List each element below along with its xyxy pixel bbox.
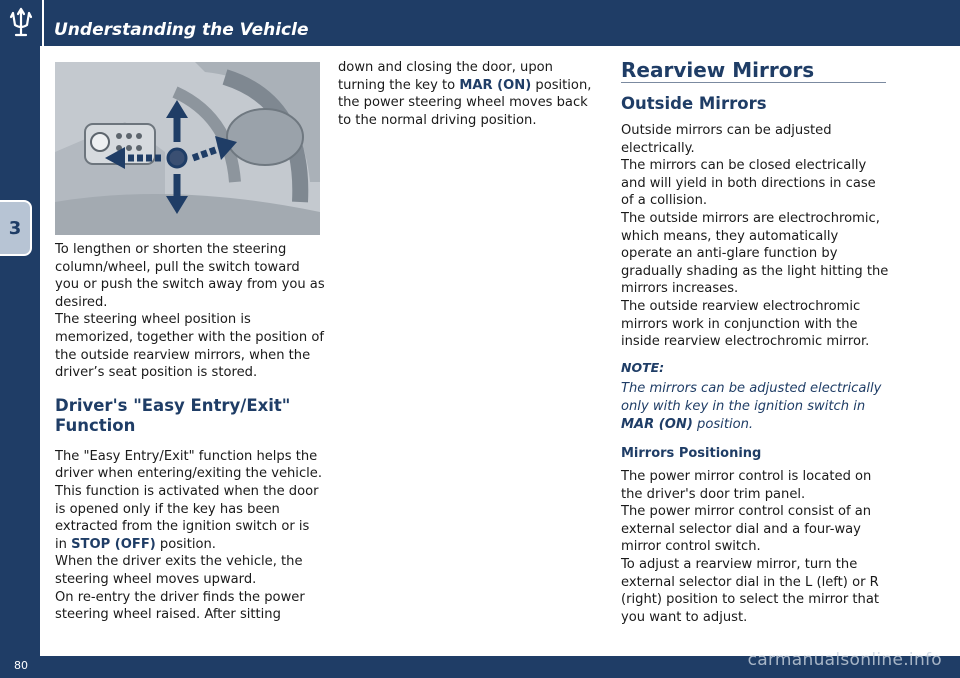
right-para-1: Outside mirrors can be adjusted electrically. [621,123,832,156]
brand-logo [0,0,44,46]
middle-para-pre: down and closing the door, upon turning the key to [338,60,553,93]
right-para-5: The power mirror control is located on the driver's door trim panel. [621,469,872,502]
left-para-4-pre: This function is activated when the door is opened only if the key has been extracted from the ignition switch or is in [55,483,319,552]
note-text [621,380,891,433]
stop-off-label: STOP (OFF) [71,536,156,552]
right-para-4: The outside rearview electrochromic mirrors work in conjunction with the inside rearview electrochromic mirror. [621,298,870,350]
easy-entry-heading: Driver's "Easy Entry/Exit" Function [55,395,291,435]
outside-mirrors-subtitle: Outside Mirrors [621,94,767,113]
chapter-tab [0,200,32,256]
header-title: Understanding the Vehicle [54,20,309,40]
left-para-4-post: position. [155,536,216,552]
middle-para [338,59,600,129]
note-label: NOTE: [621,359,665,375]
side-bar [0,46,42,656]
middle-para-post: position, the power steering wheel moves back to the normal driving position. [338,77,592,128]
steering-column-adjust-switch-illustration [55,62,320,235]
chapter-number: 3 [8,217,22,239]
right-para-6: The power mirror control consist of an external selector dial and a four-way mirror control switch. [621,504,872,555]
steering-column-figure [55,62,320,235]
left-para-1: To lengthen or shorten the steering column/wheel, pull the switch toward you or push the switch away from you as desired. [55,242,325,310]
note-post: position. [692,416,754,432]
note-mar-on-label: MAR (ON) [621,416,693,432]
right-para-2: The mirrors can be closed electrically and will yield in both directions in case of a collision. [621,158,876,209]
left-para-5: When the driver exits the vehicle, the steering wheel moves upward. [55,554,303,587]
left-para-3: The "Easy Entry/Exit" function helps the driver when entering/exiting the vehicle. [55,448,322,482]
left-para-2: The steering wheel position is memorized, together with the position of the outside rearview mirrors, when the driver’s seat position is stored. [55,312,324,381]
note-pre: The mirrors can be adjusted electrically only with key in the ignition switch in [621,381,882,414]
rearview-mirrors-title: Rearview Mirrors [621,58,815,82]
left-column [55,241,325,624]
right-para-7: To adjust a rearview mirror, turn the external selector dial in the L (left) or R (right) position to select the mirror that you want to adjust. [621,557,879,625]
side-divider [40,46,42,656]
right-para-3: The outside mirrors are electrochromic, which means, they automatically operate an anti-glare function by gradually shading as the light hitting the mirrors increases. [621,210,889,297]
mirrors-positioning-heading: Mirrors Positioning [621,446,762,462]
middle-column [338,59,600,129]
left-para-4 [55,483,325,553]
watermark: carmanualsonline.info [747,650,942,670]
right-column [621,58,891,626]
trident-icon [7,7,35,39]
left-para-6: On re-entry the driver finds the power steering wheel raised. After sitting [55,589,305,623]
page-number: 80 [14,659,28,672]
mar-on-label: MAR (ON) [459,77,532,93]
